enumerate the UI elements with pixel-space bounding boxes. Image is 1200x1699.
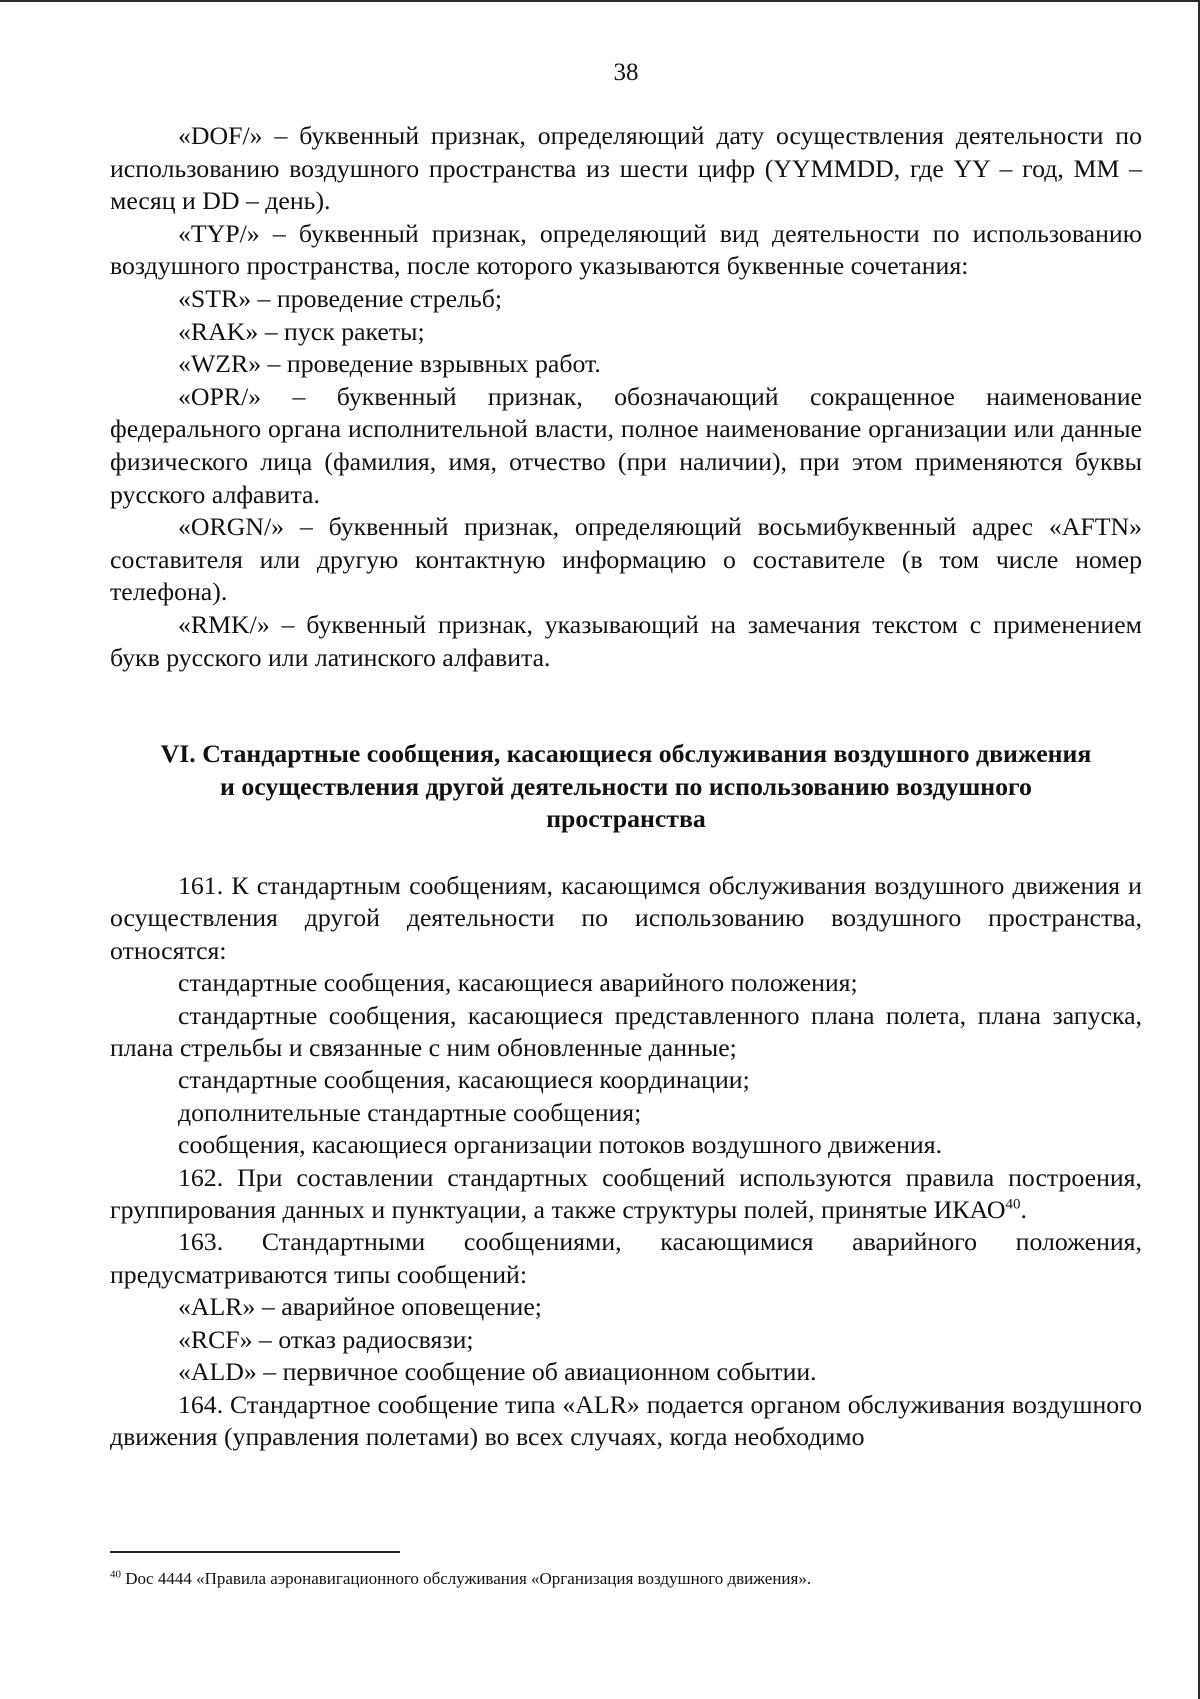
footnote-mark: 40 [110, 1568, 121, 1581]
paragraph-161-item-4: дополнительные стандартные сообщения; [178, 1097, 642, 1127]
paragraph-rak: «RAK» – пуск ракеты; [178, 316, 425, 346]
section-heading-line-2: и осуществления другой деятельности по использованию воздушного [220, 771, 1032, 801]
paragraph-161-item-1: стандартные сообщения, касающиеся аварийного положения; [178, 968, 858, 998]
paragraph-163: 163. Стандартными сообщениями, касающимися аварийного положения, предусматриваются типы сообщений: [110, 1227, 1142, 1289]
footnote-reference[interactable]: 40 [1005, 1196, 1021, 1213]
paragraph-163-rcf: «RCF» – отказ радиосвязи; [178, 1324, 474, 1354]
paragraph-161-item-2: стандартные сообщения, касающиеся представленного плана полета, плана запуска, плана стрельбы и связанные с ним обновленные данные; [110, 1000, 1142, 1063]
paragraph-161-item-5: сообщения, касающиеся организации потоков воздушного движения. [178, 1130, 943, 1160]
paragraph-typ: «TYP/» – буквенный признак, определяющий вид деятельности по использованию воздушного пространства, после которого указываются буквенные сочетания: [110, 218, 1142, 281]
scan-edge-top [0, 0, 1200, 2]
paragraph-162-end: . [1020, 1195, 1027, 1225]
paragraph-wzr: «WZR» – проведение взрывных работ. [178, 349, 601, 379]
paragraph-164: 164. Стандартное сообщение типа «ALR» подается органом обслуживания воздушного движения (управления полетами) во всех случаях, когда необходимо [110, 1389, 1142, 1451]
section-heading-line-1: VI. Стандартные сообщения, касающиеся обслуживания воздушного движения [160, 739, 1092, 768]
footnote-divider [110, 1551, 400, 1553]
page-number: 38 [613, 59, 639, 86]
paragraph-str: «STR» – проведение стрельб; [178, 283, 503, 313]
paragraph-161-item-3: стандартные сообщения, касающиеся координации; [178, 1065, 750, 1095]
paragraph-162-text: 162. При составлении стандартных сообщений используются правила построения, группирования данных и пунктуации, а также структуры полей, принятые ИКАО [110, 1162, 1142, 1225]
section-heading [110, 738, 1142, 836]
paragraph-162 [110, 1162, 1142, 1227]
paragraph-163-ald: «ALD» – первичное сообщение об авиационном событии. [178, 1357, 817, 1387]
footnote-text: Doc 4444 «Правила аэронавигационного обслуживания «Организация воздушного движения». [121, 1569, 812, 1588]
body-text-bottom [110, 870, 1142, 1453]
paragraph-rmk: «RMK/» – буквенный признак, указывающий на замечания текстом с применением букв русского или латинского алфавита. [110, 609, 1142, 672]
paragraph-orgn: «ORGN/» – буквенный признак, определяющий восьмибуквенный адрес «AFTN» составителя или другую контактную информацию о составителе (в том числе номер телефона). [110, 512, 1142, 607]
body-text-top [110, 120, 1142, 674]
paragraph-163-alr: «ALR» – аварийное оповещение; [178, 1292, 542, 1322]
footnote [110, 1568, 1142, 1590]
paragraph-dof: «DOF/» – буквенный признак, определяющий дату осуществления деятельности по использованию воздушного пространства из шести цифр (YYMMDD, где YY – год, MM – месяц и DD – день). [110, 121, 1142, 216]
paragraph-161: 161. К стандартным сообщениям, касающимся обслуживания воздушного движения и осуществления другой деятельности по использованию воздушного пространства, относятся: [110, 871, 1142, 965]
section-heading-line-3: пространства [546, 804, 706, 834]
paragraph-opr: «OPR/» – буквенный признак, обозначающий сокращенное наименование федерального органа исполнительной власти, полное наименование организации или данные физического лица (фамилия, имя, отчество (при наличии), при этом применяются буквы русского алфавита. [110, 381, 1142, 509]
